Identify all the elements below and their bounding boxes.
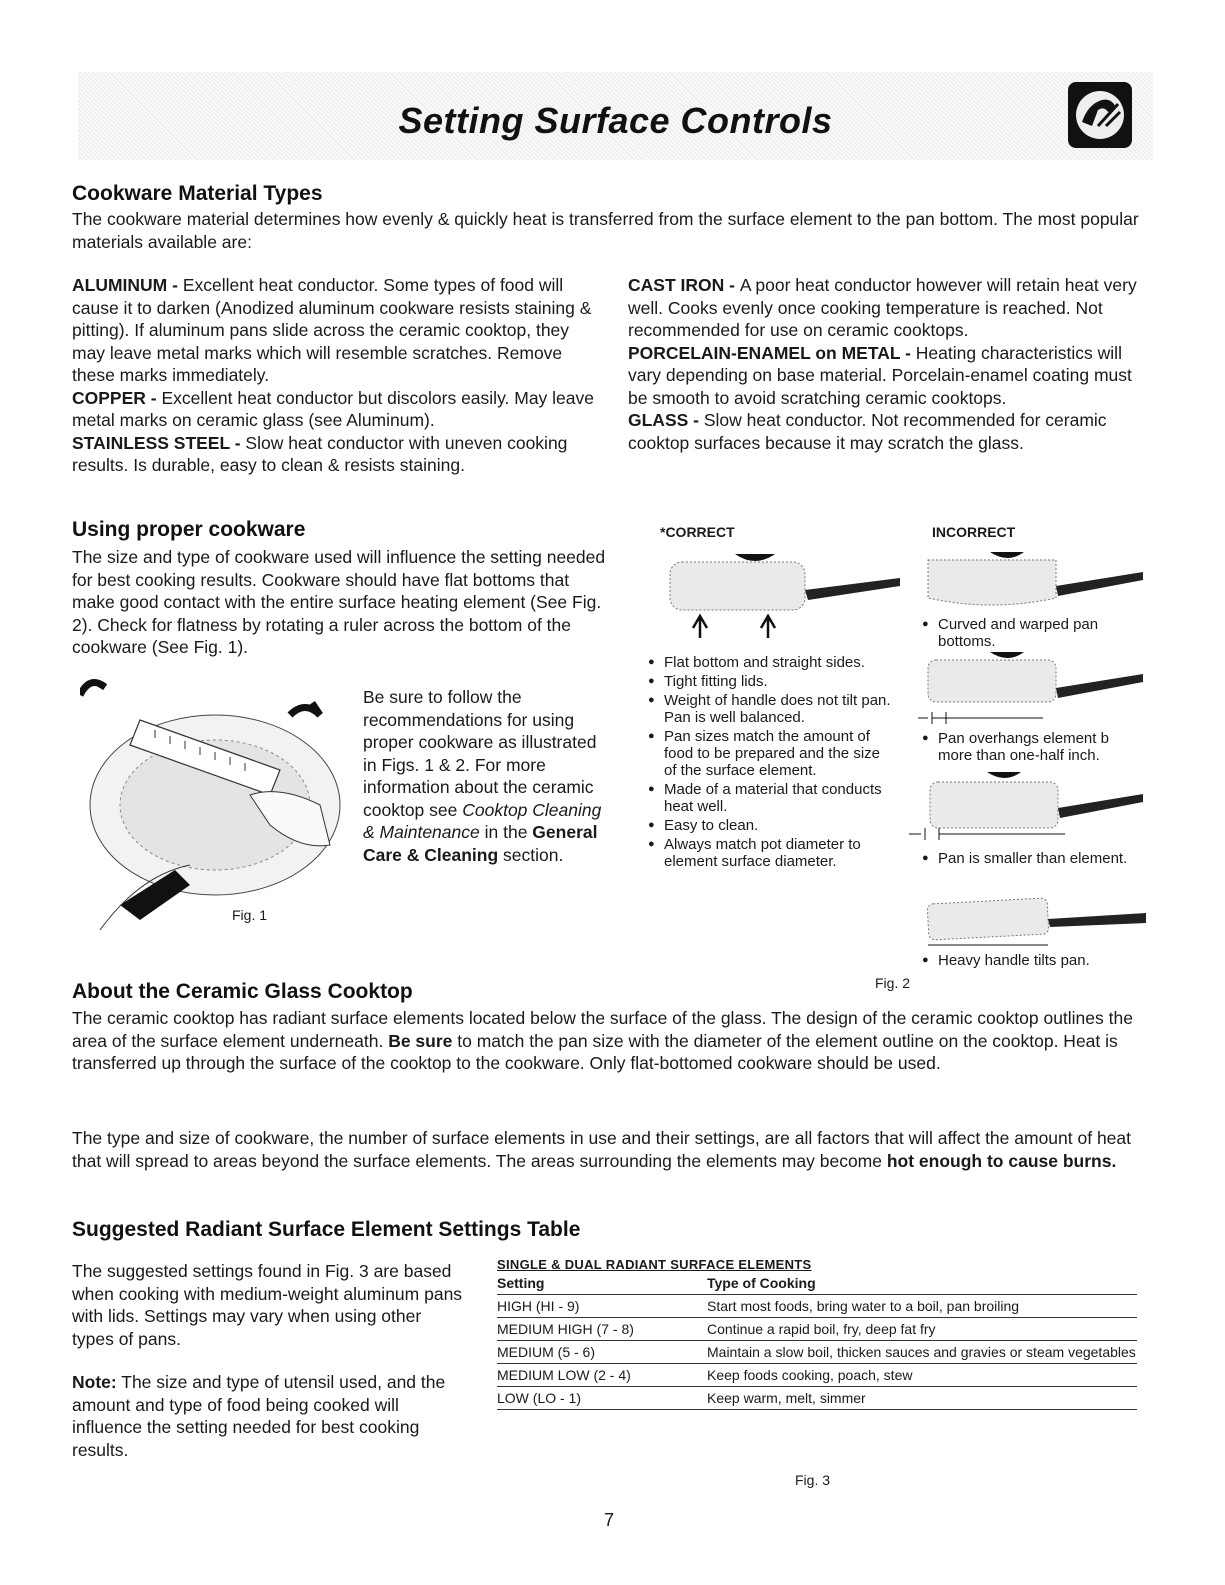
table-title: SINGLE & DUAL RADIANT SURFACE ELEMENTS	[497, 1257, 812, 1272]
incorrect-item: ● Curved and warped pan bottoms.	[922, 616, 1147, 650]
hand-icon	[1068, 82, 1132, 148]
follow-text-3: section.	[498, 844, 564, 865]
material-copper	[72, 387, 600, 432]
incorrect-item: ● Pan is smaller than element.	[922, 850, 1147, 867]
follow-recommendations	[363, 686, 608, 866]
fig3-caption: Fig. 3	[795, 1472, 831, 1488]
material-text: Heating characteristics will vary depending on base material. Porcelain-enamel coating must be smooth to avoid scratching ceramic cooktops.	[628, 342, 1132, 408]
correct-list	[648, 654, 893, 872]
material-text: Slow heat conductor. Not recommended for ceramic cooktop surfaces because it may scratch the glass.	[628, 410, 1107, 453]
material-name: STAINLESS STEEL -	[72, 432, 246, 453]
material-stainless	[72, 432, 600, 477]
ceramic-text-1a: The ceramic cooktop has radiant surface elements located below the surface of the glass. The design of the ceramic cooktop outlines the area of the surface element underneath.	[72, 1008, 1133, 1051]
material-aluminum	[72, 274, 600, 387]
row-setting: MEDIUM LOW (2 - 4)	[497, 1364, 707, 1387]
row-setting: LOW (LO - 1)	[497, 1387, 707, 1410]
incorrect-pan-tilted	[918, 893, 1148, 948]
row-type: Keep warm, melt, simmer	[707, 1387, 1137, 1410]
follow-text-2: in the	[479, 822, 533, 842]
material-name: PORCELAIN-ENAMEL on METAL -	[628, 342, 916, 363]
correct-pan-illustration	[660, 550, 910, 645]
column-header-setting: Setting	[497, 1272, 707, 1295]
material-text: Excellent heat conductor but discolors easily. May leave metal marks on ceramic glass (see Aluminum).	[72, 387, 595, 430]
table-row	[497, 1341, 1137, 1364]
settings-heading: Suggested Radiant Surface Element Settings Table	[72, 1218, 581, 1241]
table-header-row	[497, 1272, 1137, 1295]
correct-item: ● Weight of handle does not tilt pan. Pan is well balanced.	[648, 692, 893, 726]
proper-cookware-heading: Using proper cookware	[72, 518, 306, 541]
settings-paragraph: The suggested settings found in Fig. 3 are based when cooking with medium-weight aluminum pans with lids. Settings may vary when using other types of pans.	[72, 1261, 463, 1349]
correct-item: ● Easy to clean.	[648, 817, 893, 834]
incorrect-pan-small	[905, 770, 1148, 845]
incorrect-pan-overhang	[918, 650, 1148, 725]
material-name: GLASS -	[628, 410, 704, 430]
incorrect-item-small	[922, 850, 1147, 869]
row-type: Keep foods cooking, poach, stew	[707, 1364, 1137, 1387]
row-type: Start most foods, bring water to a boil, pan broiling	[707, 1295, 1137, 1318]
materials-left	[72, 274, 600, 477]
fig1-illustration	[80, 675, 350, 940]
incorrect-item-tilted	[922, 952, 1147, 971]
settings-note	[72, 1371, 472, 1461]
row-setting: MEDIUM (5 - 6)	[497, 1341, 707, 1364]
row-setting: HIGH (HI - 9)	[497, 1295, 707, 1318]
ceramic-paragraph-2	[72, 1127, 1147, 1172]
correct-item: ● Always match pot diameter to element surface diameter.	[648, 836, 893, 870]
material-name: CAST IRON -	[628, 275, 740, 295]
material-text: A poor heat conductor however will retain heat very well. Cooks evenly once cooking temperature is reached. Not recommended for use on ceramic cooktops.	[628, 275, 1137, 340]
note-label: Note:	[72, 1372, 117, 1392]
fig1-caption: Fig. 1	[232, 907, 268, 923]
row-setting: MEDIUM HIGH (7 - 8)	[497, 1318, 707, 1341]
incorrect-item: ● Pan overhangs element b more than one-half inch.	[922, 730, 1147, 764]
correct-item: ● Made of a material that conducts heat well.	[648, 781, 893, 815]
correct-label: *CORRECT	[660, 524, 735, 540]
follow-bold: General Care & Cleaning	[363, 822, 598, 865]
cookware-heading: Cookware Material Types	[72, 182, 323, 205]
material-text: Slow heat conductor with uneven cooking results. Is durable, easy to clean & resists staining.	[72, 432, 568, 475]
cookware-intro: The cookware material determines how evenly & quickly heat is transferred from the surface element to the pan bottom. The most popular materials available are:	[72, 209, 1139, 252]
ceramic-burns-warning: hot enough to cause burns.	[886, 1150, 1117, 1171]
header-banner	[78, 72, 1153, 160]
column-header-type: Type of Cooking	[707, 1272, 1137, 1295]
settings-table-container	[497, 1257, 1139, 1410]
ceramic-be-sure: Be sure	[388, 1030, 453, 1051]
materials-right	[628, 274, 1148, 454]
table-row	[497, 1295, 1137, 1318]
ceramic-heading: About the Ceramic Glass Cooktop	[72, 980, 413, 1003]
ceramic-text-1b: to match the pan size with the diameter of the element outline on the cooktop. Heat is transferred up through the surface of the cooktop to the cookware. Only flat-bottomed cookware should be used.	[72, 1030, 1118, 1073]
follow-text-1: Be sure to follow the recommendations for using proper cookware as illustrated in Figs. 1 & 2. For more information about the ceramic cooktop see	[363, 687, 597, 820]
ceramic-paragraph-1	[72, 1007, 1147, 1075]
material-text: Excellent heat conductor. Some types of food will cause it to darken (Anodized aluminum cookware resists staining & pitting). If aluminum pans slide across the ceramic cooktop, they may leave metal marks which will resemble scratches. Remove these marks immediately.	[72, 275, 592, 385]
incorrect-label: INCORRECT	[932, 524, 1016, 540]
row-type: Continue a rapid boil, fry, deep fat fry	[707, 1318, 1137, 1341]
settings-table	[497, 1272, 1137, 1410]
table-row	[497, 1387, 1137, 1410]
page-number: 7	[604, 1510, 615, 1530]
material-name: ALUMINUM -	[72, 275, 183, 295]
incorrect-pan-curved	[918, 550, 1148, 615]
follow-italic: Cooktop Cleaning & Maintenance	[363, 799, 602, 842]
correct-item: ● Pan sizes match the amount of food to be prepared and the size of the surface element.	[648, 728, 893, 779]
incorrect-item-curved	[922, 616, 1147, 652]
table-row	[497, 1364, 1137, 1387]
fig2-caption: Fig. 2	[875, 975, 911, 991]
material-cast-iron	[628, 274, 1148, 342]
note-text: The size and type of utensil used, and the amount and type of food being cooked will influence the setting needed for best cooking results.	[72, 1372, 446, 1460]
ceramic-text-2: The type and size of cookware, the number of surface elements in use and their settings, are all factors that will affect the amount of heat that will spread to areas beyond the surface elements. The areas surrounding the elements may become	[72, 1128, 1132, 1171]
material-glass	[628, 409, 1148, 454]
material-name: COPPER -	[72, 387, 162, 408]
incorrect-item-overhang	[922, 730, 1147, 766]
row-type: Maintain a slow boil, thicken sauces and gravies or steam vegetables	[707, 1341, 1137, 1364]
correct-item: ● Flat bottom and straight sides.	[648, 654, 893, 671]
proper-cookware-text: The size and type of cookware used will influence the setting needed for best cooking results. Cookware should have flat bottoms that make good contact with the entire surface heating element (See Fig. 2). Check for flatness by rotating a ruler across the bottom of the cookware (See Fig. 1).	[72, 547, 606, 657]
page-title: Setting Surface Controls	[398, 100, 833, 141]
material-porcelain	[628, 342, 1148, 410]
correct-item: ● Tight fitting lids.	[648, 673, 893, 690]
incorrect-item: ● Heavy handle tilts pan.	[922, 952, 1147, 969]
table-row	[497, 1318, 1137, 1341]
